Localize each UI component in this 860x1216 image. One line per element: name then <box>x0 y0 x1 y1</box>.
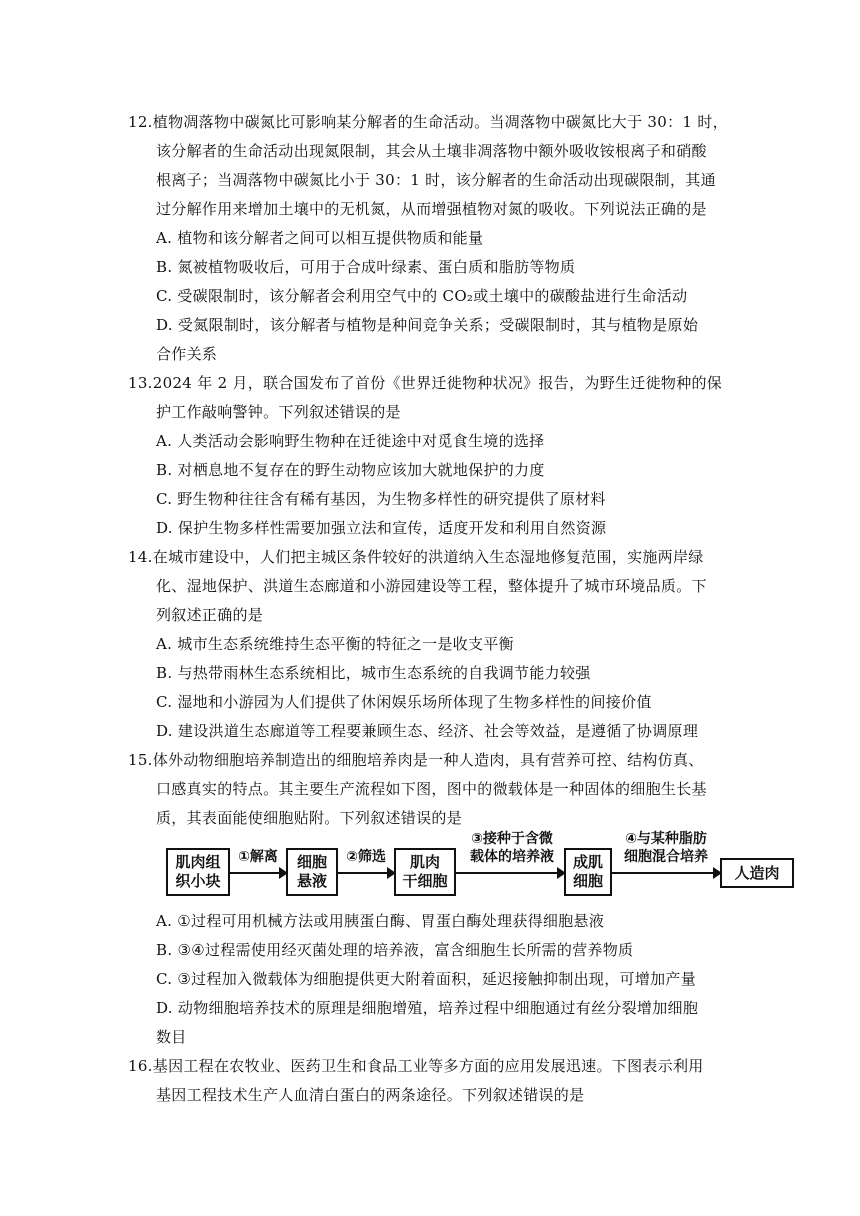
option-c: C. 野生物种往往含有稀有基因，为生物多样性的研究提供了原材料 <box>156 490 606 508</box>
option-a: A. 植物和该分解者之间可以相互提供物质和能量 <box>156 229 484 247</box>
option-b: B. ③④过程需使用经灭菌处理的培养液，富含细胞生长所需的营养物质 <box>156 941 634 959</box>
option-a: A. ①过程可用机械方法或用胰蛋白酶、胃蛋白酶处理获得细胞悬液 <box>156 912 605 930</box>
flow-box-muscle-stem-cell: 肌肉 干细胞 <box>394 848 456 896</box>
question-number: 13. <box>128 374 153 392</box>
question-number: 12. <box>128 113 153 131</box>
option-d: D. 保护生物多样性需要加强立法和宣传，适度开发和利用自然资源 <box>156 519 607 537</box>
option-d-continued: 数目 <box>156 1028 187 1046</box>
question-text: 质，其表面能使细胞贴附。下列叙述错误的是 <box>156 809 463 827</box>
production-flowchart <box>160 826 800 906</box>
flow-box-muscle-tissue: 肌肉组 织小块 <box>166 848 230 896</box>
option-b: B. 氮被植物吸收后，可用于合成叶绿素、蛋白质和脂肪等物质 <box>156 258 576 276</box>
flow-arrow-label-1: ①解离 <box>238 849 278 865</box>
question-text: 该分解者的生命活动出现氮限制，其会从土壤非凋落物中额外吸收铵根离子和硝酸 <box>156 142 707 160</box>
question-text: 15.体外动物细胞培养制造出的细胞培养肉是一种人造肉，具有营养可控、结构仿真、 <box>128 751 704 769</box>
option-b: B. 对栖息地不复存在的野生动物应该加大就地保护的力度 <box>156 461 545 479</box>
flow-arrow-label-4: ④与某种脂肪 细胞混合培养 <box>624 831 708 865</box>
option-a: A. 人类活动会影响野生物种在迁徙途中对觅食生境的选择 <box>156 432 545 450</box>
option-c: C. 湿地和小游园为人们提供了休闲娱乐场所体现了生物多样性的间接价值 <box>156 693 652 711</box>
option-d: D. 动物细胞培养技术的原理是细胞增殖，培养过程中细胞通过有丝分裂增加细胞 <box>156 999 699 1017</box>
option-b: B. 与热带雨林生态系统相比，城市生态系统的自我调节能力较强 <box>156 664 591 682</box>
question-text: 护工作敲响警钟。下列叙述错误的是 <box>156 403 401 421</box>
option-d: D. 建设洪道生态廊道等工程要兼顾生态、经济、社会等效益，是遵循了协调原理 <box>156 722 699 740</box>
flow-arrow-1 <box>230 872 286 874</box>
question-text: 口感真实的特点。其主要生产流程如下图，图中的微载体是一种固体的细胞生长基 <box>156 780 707 798</box>
flow-box-myoblast: 成肌 细胞 <box>564 848 612 896</box>
option-c: C. ③过程加入微载体为细胞提供更大附着面积，延迟接触抑制出现，可增加产量 <box>156 970 697 988</box>
flow-box-artificial-meat: 人造肉 <box>720 858 794 888</box>
question-text: 12.植物凋落物中碳氮比可影响某分解者的生命活动。当凋落物中碳氮比大于 30：1 时， <box>128 113 728 131</box>
flow-arrow-label-3: ③接种于含微 载体的培养液 <box>470 831 554 865</box>
flow-arrow-3 <box>456 872 564 874</box>
question-number: 15. <box>128 751 153 769</box>
option-d-continued: 合作关系 <box>156 345 218 363</box>
question-text: 14.在城市建设中，人们把主城区条件较好的洪道纳入生态湿地修复范围，实施两岸绿 <box>128 548 704 566</box>
flow-arrow-label-2: ②筛选 <box>346 849 386 865</box>
question-text: 过分解作用来增加土壤中的无机氮，从而增强植物对氮的吸收。下列说法正确的是 <box>156 200 707 218</box>
question-number: 16. <box>128 1057 153 1075</box>
option-d: D. 受氮限制时，该分解者与植物是种间竞争关系；受碳限制时，其与植物是原始 <box>156 316 699 334</box>
question-text: 根离子；当凋落物中碳氮比小于 30：1 时，该分解者的生命活动出现碳限制，其通 <box>156 171 716 189</box>
question-text: 化、湿地保护、洪道生态廊道和小游园建设等工程，整体提升了城市环境品质。下 <box>156 577 707 595</box>
question-text: 基因工程技术生产人血清白蛋白的两条途径。下列叙述错误的是 <box>156 1086 585 1104</box>
flow-arrow-2 <box>338 872 394 874</box>
question-text: 列叙述正确的是 <box>156 606 264 624</box>
flow-arrow-4 <box>612 872 720 874</box>
question-number: 14. <box>128 548 153 566</box>
flow-box-cell-suspension: 细胞 悬液 <box>286 848 338 896</box>
question-text: 16.基因工程在农牧业、医药卫生和食品工业等多方面的应用发展迅速。下图表示利用 <box>128 1057 704 1075</box>
option-c: C. 受碳限制时，该分解者会利用空气中的 CO₂或土壤中的碳酸盐进行生命活动 <box>156 287 688 305</box>
question-text: 13.2024 年 2 月，联合国发布了首份《世界迁徙物种状况》报告，为野生迁徙物种的保 <box>128 374 723 392</box>
option-a: A. 城市生态系统维持生态平衡的特征之一是收支平衡 <box>156 635 514 653</box>
